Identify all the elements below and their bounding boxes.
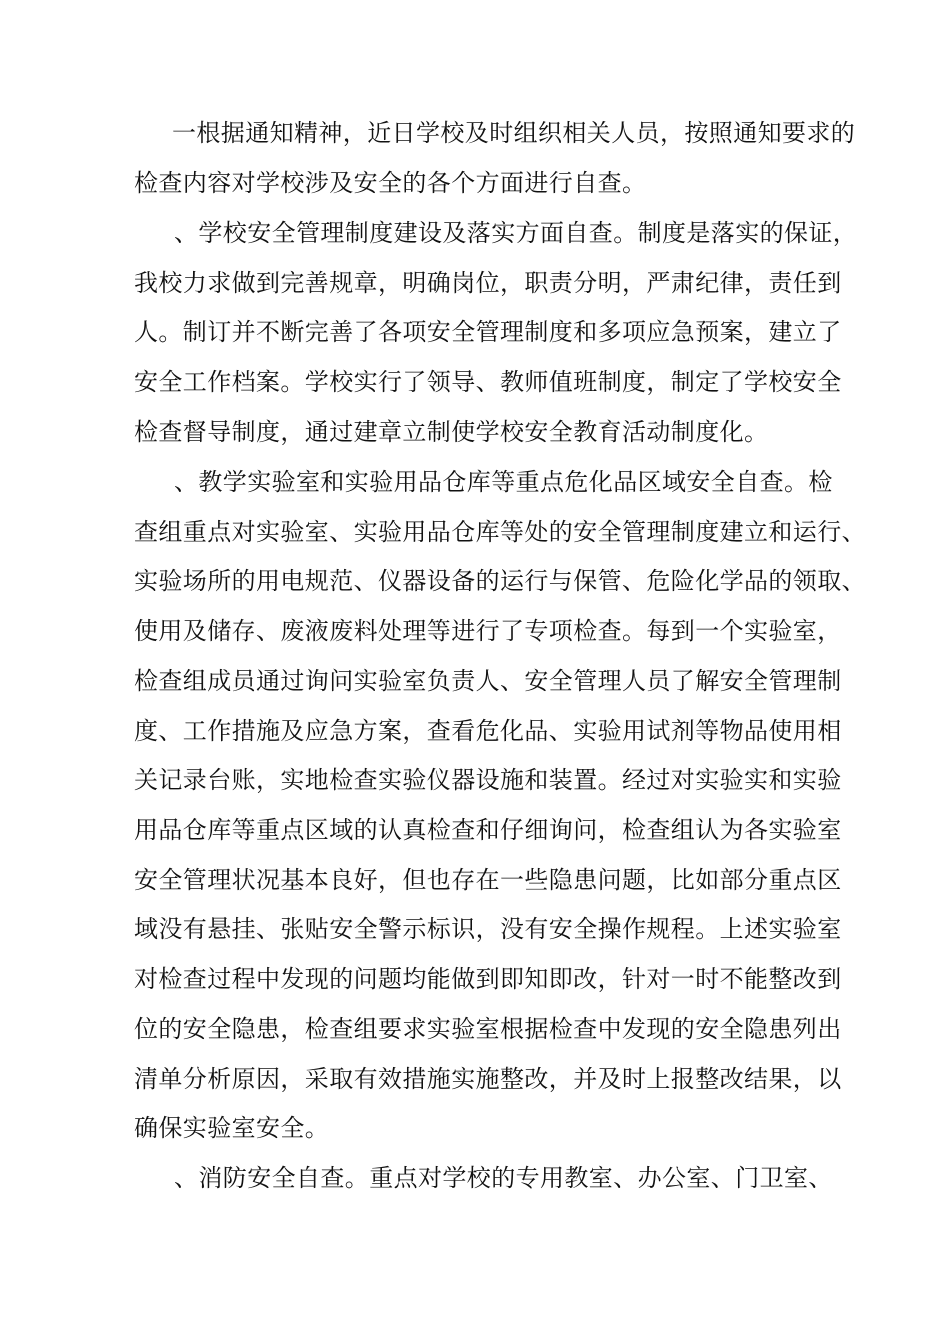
paragraph-3-line-7: 关记录台账，实地检查实验仪器设施和装置。经过对实验实和实验 bbox=[134, 766, 842, 794]
paragraph-2-line-2: 我校力求做到完善规章，明确岗位，职责分明，严肃纪律，责任到 bbox=[134, 269, 842, 297]
paragraph-3-line-14: 确保实验室安全。 bbox=[134, 1114, 330, 1142]
paragraph-3-line-11: 对检查过程中发现的问题均能做到即知即改，针对一时不能整改到 bbox=[134, 965, 842, 993]
paragraph-3-line-6: 度、工作措施及应急方案，查看危化品、实验用试剂等物品使用相 bbox=[134, 717, 842, 745]
paragraph-3-line-10: 域没有悬挂、张贴安全警示标识，没有安全操作规程。上述实验室 bbox=[134, 915, 842, 943]
paragraph-2-line-3: 人。制订并不断完善了各项安全管理制度和多项应急预案，建立了 bbox=[134, 318, 842, 346]
paragraph-3-line-3: 实验场所的用电规范、仪器设备的运行与保管、危险化学品的领取、 bbox=[134, 567, 866, 595]
paragraph-1-line-1: 一根据通知精神，近日学校及时组织相关人员，按照通知要求的 bbox=[172, 119, 856, 147]
paragraph-1-line-2: 检查内容对学校涉及安全的各个方面进行自查。 bbox=[134, 169, 647, 197]
paragraph-3-line-5: 检查组成员通过询问实验室负责人、安全管理人员了解安全管理制 bbox=[134, 667, 842, 695]
paragraph-3-line-1: 、教学实验室和实验用品仓库等重点危化品区域安全自查。检 bbox=[174, 468, 833, 496]
paragraph-3-line-12: 位的安全隐患，检查组要求实验室根据检查中发现的安全隐患列出 bbox=[134, 1015, 842, 1043]
paragraph-2-line-1: 、学校安全管理制度建设及落实方面自查。制度是落实的保证， bbox=[174, 219, 858, 247]
paragraph-3-line-2: 查组重点对实验室、实验用品仓库等处的安全管理制度建立和运行、 bbox=[134, 518, 866, 546]
paragraph-2-line-5: 检查督导制度，通过建章立制使学校安全教育活动制度化。 bbox=[134, 418, 769, 446]
paragraph-3-line-9: 安全管理状况基本良好，但也存在一些隐患问题，比如部分重点区 bbox=[134, 866, 842, 894]
paragraph-4-line-1: 、消防安全自查。重点对学校的专用教室、办公室、门卫室、 bbox=[174, 1164, 833, 1192]
paragraph-3-line-4: 使用及储存、废液废料处理等进行了专项检查。每到一个实验室， bbox=[134, 617, 842, 645]
paragraph-3-line-13: 清单分析原因，采取有效措施实施整改，并及时上报整改结果，以 bbox=[134, 1065, 842, 1093]
paragraph-2-line-4: 安全工作档案。学校实行了领导、教师值班制度，制定了学校安全 bbox=[134, 368, 842, 396]
paragraph-3-line-8: 用品仓库等重点区域的认真检查和仔细询问，检查组认为各实验室 bbox=[134, 816, 842, 844]
